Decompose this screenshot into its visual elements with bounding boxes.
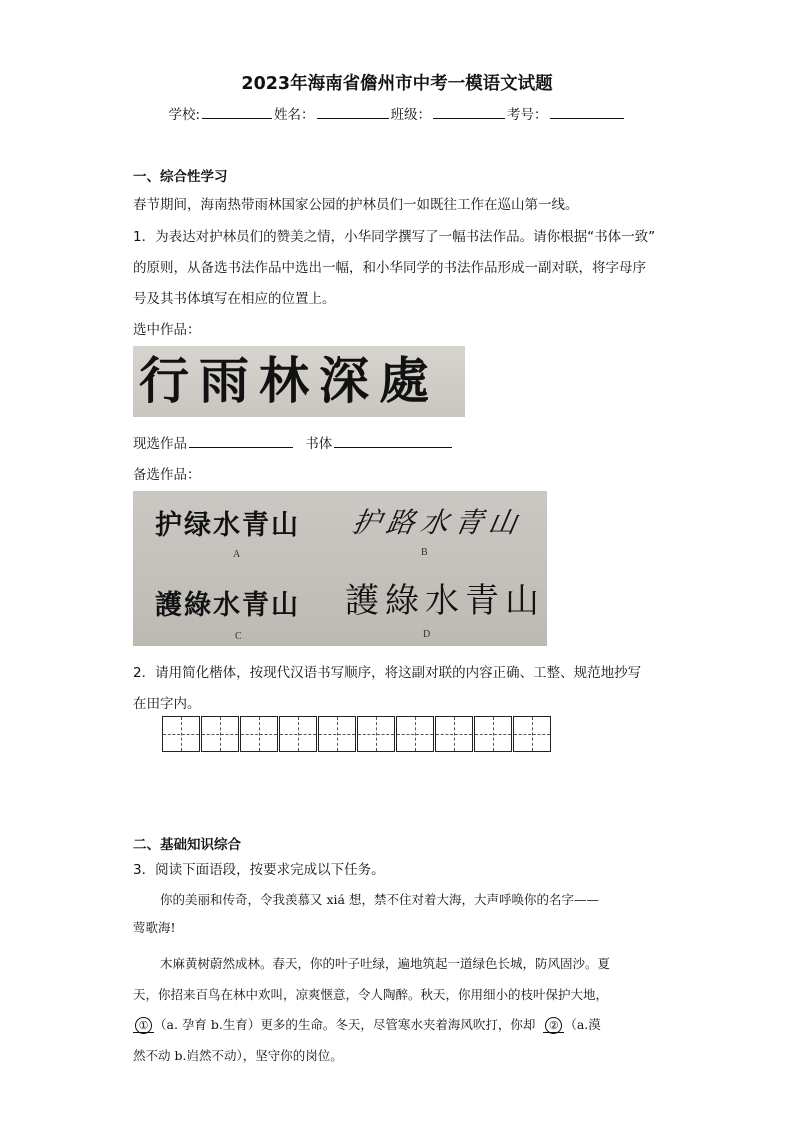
passage-p2-line3b: （a.漠 <box>564 1017 601 1032</box>
q1-line2: 的原则，从备选书法作品中选出一幅，和小华同学的书法作品形成一副对联，将字母序 <box>133 260 646 276</box>
blank-1-marker: ① <box>135 1017 152 1034</box>
tianzige-cell[interactable] <box>357 716 395 752</box>
q2-line2: 在田字内。 <box>133 696 201 712</box>
q1-line1: 1．为表达对护林员们的赞美之情，小华同学撰写了一幅书法作品。请你根据“书体一致” <box>133 229 656 245</box>
passage-p2-line4: 然不动 b.岿然不动），坚守你的岗位。 <box>133 1048 343 1063</box>
selected-calligraphy-image <box>133 346 465 417</box>
q2-line1: 2．请用简化楷体，按现代汉语书写顺序，将这副对联的内容正确、工整、规范地抄写 <box>133 665 642 681</box>
candidate-label: 备选作品： <box>133 467 201 483</box>
tianzige-cell[interactable] <box>201 716 239 752</box>
tianzige-grid <box>162 716 552 752</box>
tianzige-cell[interactable] <box>435 716 473 752</box>
passage-p1-line2: 莺歌海! <box>133 920 176 935</box>
blank-2-marker: ② <box>545 1017 562 1034</box>
font-label: 书体 <box>305 436 333 452</box>
selected-label: 选中作品： <box>133 322 201 338</box>
blank-2[interactable] <box>543 1017 564 1033</box>
passage-p2-line3 <box>133 1015 601 1034</box>
tianzige-cell[interactable] <box>240 716 278 752</box>
tianzige-cell[interactable] <box>318 716 356 752</box>
section1-intro: 春节期间，海南热带雨林国家公园的护林员们一如既往工作在巡山第一线。 <box>133 197 579 213</box>
class-label: 班级： <box>390 107 432 123</box>
tianzige-cell[interactable] <box>513 716 551 752</box>
q1-line3: 号及其书体填写在相应的位置上。 <box>133 291 336 307</box>
candidate-d-text: 護綠水青山 <box>345 581 545 621</box>
choose-label: 现选作品 <box>133 436 187 452</box>
passage-p2-line2: 天，你招来百鸟在林中欢叫，凉爽惬意，令人陶醉。秋天，你用细小的枝叶保护大地， <box>133 987 609 1002</box>
student-info-line <box>0 103 794 123</box>
tianzige-cell[interactable] <box>279 716 317 752</box>
passage-p2-line3a: （a. 孕育 b.生育）更多的生命。冬天，尽管寒水夹着海风吹打，你却 <box>154 1017 536 1032</box>
tianzige-cell[interactable] <box>474 716 512 752</box>
class-blank[interactable] <box>433 104 505 119</box>
exam-no-blank[interactable] <box>550 104 624 119</box>
school-label: 学校: <box>168 107 201 123</box>
candidate-a-text: 护绿水青山 <box>155 510 300 541</box>
exam-no-label: 考号： <box>507 107 548 123</box>
passage-p1-line1: 你的美丽和传奇，令我羡慕又 xiá 想，禁不住对着大海，大声呼唤你的名字—— <box>160 892 599 907</box>
name-label: 姓名： <box>274 107 315 123</box>
tianzige-cell[interactable] <box>396 716 434 752</box>
school-blank[interactable] <box>202 104 272 119</box>
passage-p2-line1: 木麻黄树蔚然成林。春天，你的叶子吐绿，遍地筑起一道绿色长城，防风固沙。夏 <box>160 956 611 971</box>
choose-line <box>133 432 454 452</box>
section1-heading: 一、综合性学习 <box>133 169 228 185</box>
tianzige-cell[interactable] <box>162 716 200 752</box>
blank-1[interactable] <box>133 1017 154 1033</box>
name-blank[interactable] <box>317 104 389 119</box>
page-title: 2023年海南省儋州市中考一模语文试题 <box>241 74 553 94</box>
font-blank[interactable] <box>334 433 452 448</box>
candidate-a-letter: A <box>233 549 241 560</box>
candidate-c-letter: C <box>235 631 242 642</box>
candidate-calligraphy-image <box>133 491 547 646</box>
candidate-b-text: 护路水青山 <box>349 506 526 539</box>
section2-heading: 二、基础知识综合 <box>133 837 241 853</box>
selected-calligraphy-text: 行雨林深處 <box>139 351 439 410</box>
candidate-d-letter: D <box>423 629 431 640</box>
candidate-b-letter: B <box>421 547 428 558</box>
choose-blank[interactable] <box>189 433 293 448</box>
candidate-c-text: 護綠水青山 <box>155 590 300 621</box>
q3-line: 3．阅读下面语段，按要求完成以下任务。 <box>133 862 385 878</box>
